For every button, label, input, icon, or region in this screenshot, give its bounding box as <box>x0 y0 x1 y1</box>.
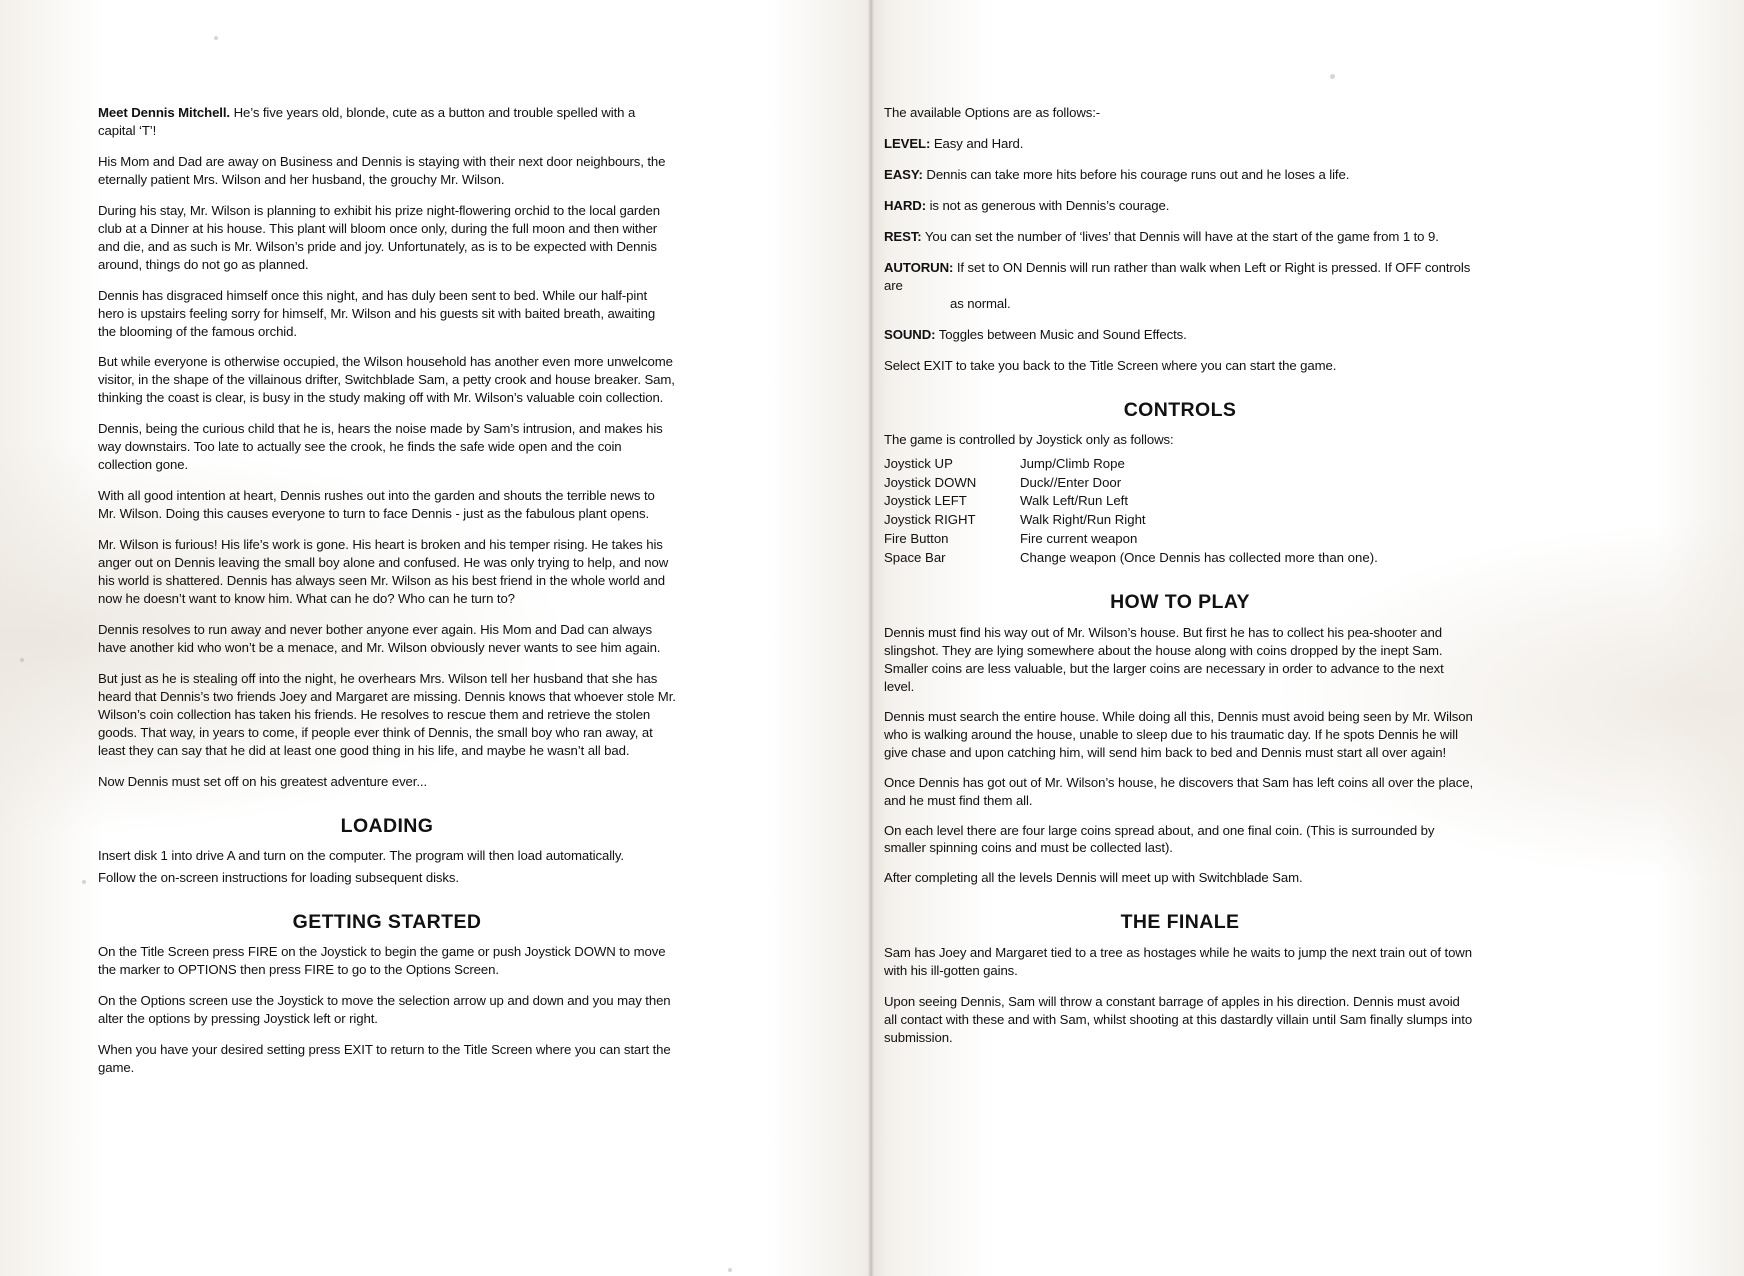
story-paragraph: But while everyone is otherwise occupied, the Wilson household has another even more unwelcome visitor, in the shape of the villainous drifter, Switchblade Sam, a petty crook and house breaker. Sam, thinking the coast is clear, is busy in the study making off with Mr. Wilson’s valuable coin collection. <box>98 354 675 406</box>
how-to-play-paragraph: On each level there are four large coins spread about, and one final coin. (This is surrounded by smaller spinning coins and must be collected last). <box>884 822 1435 856</box>
control-input: Fire Button <box>884 530 949 546</box>
table-row <box>884 530 1378 549</box>
getting-started-paragraph: On the Options screen use the Joystick to move the selection arrow up and down and you may then alter the options by pressing Joystick left or right. <box>98 993 671 1027</box>
left-column <box>98 0 676 1090</box>
option-term: EASY: <box>884 166 923 182</box>
control-action: Duck//Enter Door <box>1020 474 1122 490</box>
control-action: Jump/Climb Rope <box>1020 456 1125 471</box>
story-paragraph: Mr. Wilson is furious! His life’s work is gone. His heart is broken and his temper rising. He takes his anger out on Dennis leaving the small boy alone and confused. He was only trying to help, and now his world is shattered. Dennis has always seen Mr. Wilson as his best friend in the whole world and now he doesn’t want to know him. What can he do? Who can he turn to? <box>98 537 669 606</box>
page-fold <box>868 0 874 1276</box>
section-heading-the-finale: THE FINALE <box>1120 911 1240 934</box>
controls-table <box>884 455 1378 567</box>
story-paragraph: His Mom and Dad are away on Business and Dennis is staying with their next door neighbours, the eternally patient Mrs. Wilson and her husband, the grouchy Mr. Wilson. <box>98 153 666 187</box>
option-desc: Dennis can take more hits before his courage runs out and he loses a life. <box>922 166 1350 182</box>
option-term: HARD: <box>884 197 926 213</box>
story-paragraph: But just as he is stealing off into the night, he overhears Mrs. Wilson tell her husband that she has heard that Dennis’s two friends Joey and Margaret are missing. Dennis knows that whoever stole Mr. Wilson’s coin collection has taken his friends. He resolves to rescue them and retrieve the stolen goods. That way, in years to come, if people ever think of Dennis, the small boy who ran away, at least they can say that he did at least one good thing in his life, and maybe he wasn’t all bad. <box>98 670 676 758</box>
right-column <box>884 0 1476 1060</box>
control-input: Joystick UP <box>884 456 953 471</box>
option-desc: Toggles between Music and Sound Effects. <box>935 326 1187 342</box>
table-row <box>884 511 1378 530</box>
option-desc: If set to ON Dennis will run rather than walk when Left or Right is pressed. If OFF controls are <box>884 259 1471 293</box>
option-entry <box>884 135 1476 153</box>
paper-speck <box>728 1268 732 1272</box>
option-desc: You can set the number of ‘lives’ that Dennis will have at the start of the game from 1 to 9. <box>921 228 1439 244</box>
controls-intro: The game is controlled by Joystick only as follows: <box>884 432 1174 448</box>
how-to-play-body <box>884 624 1476 887</box>
intro-lead-rest: He’s five years old, blonde, cute as a button and trouble spelled with a capital ‘T’! <box>98 105 636 138</box>
getting-started-paragraph: On the Title Screen press FIRE on the Joystick to begin the game or push Joystick DOWN to move the marker to OPTIONS then press FIRE to go to the Options Screen. <box>98 944 666 978</box>
option-term: REST: <box>884 228 922 244</box>
story-paragraph: During his stay, Mr. Wilson is planning to exhibit his prize night-flowering orchid to the local garden club at a Dinner at his house. This plant will bloom once only, during the full moon and then wither and die, and as such is Mr. Wilson’s pride and joy. Unfortunately, as is to be expected with Dennis around, things do not go as planned. <box>98 202 660 272</box>
option-desc: Easy and Hard. <box>930 135 1024 151</box>
option-term: AUTORUN: <box>884 259 954 275</box>
control-input: Joystick LEFT <box>884 493 967 509</box>
control-input: Space Bar <box>884 549 946 565</box>
table-row <box>884 492 1378 511</box>
how-to-play-paragraph: Once Dennis has got out of Mr. Wilson’s house, he discovers that Sam has left coins all over the place, and he must find them all. <box>884 774 1474 808</box>
control-input: Joystick RIGHT <box>884 512 976 528</box>
intro-lead-in: Meet Dennis Mitchell. <box>98 105 230 120</box>
table-row <box>884 455 1378 474</box>
story-paragraph: With all good intention at heart, Dennis rushes out into the garden and shouts the terrible news to Mr. Wilson. Doing this causes everyone to turn to face Dennis - just as the fabulous plant opens. <box>98 488 655 522</box>
story-paragraph: Now Dennis must set off on his greatest adventure ever... <box>98 773 428 789</box>
story-paragraph: Dennis resolves to run away and never bother anyone ever again. His Mom and Dad can always have another kid who won’t be a menace, and Mr. Wilson obviously never wants to see him again. <box>98 621 661 655</box>
options-intro: The available Options are as follows:- <box>884 105 1101 120</box>
story-paragraph: Dennis, being the curious child that he is, hears the noise made by Sam’s intrusion, and makes his way downstairs. Too late to actually see the crook, he finds the safe wide open and the coin collection gone. <box>98 421 663 473</box>
finale-paragraph: Upon seeing Dennis, Sam will throw a constant barrage of apples in his direction. Dennis must avoid all contact with these and with Sam, whilst shooting at this dastardly villain until Sam finally slumps into submission. <box>884 993 1473 1045</box>
story-paragraph: Dennis has disgraced himself once this night, and has duly been sent to bed. While our half-pint hero is upstairs feeling sorry for himself, Mr. Wilson and his guests sit with baited breath, awaiting the blooming of the famous orchid. <box>98 287 656 339</box>
section-heading-loading: LOADING <box>340 814 434 837</box>
option-entry <box>884 166 1476 184</box>
option-entry <box>884 259 1476 313</box>
control-input: Joystick DOWN <box>884 474 977 490</box>
control-action: Walk Right/Run Right <box>1020 512 1146 528</box>
paper-speck <box>82 880 86 884</box>
option-entry <box>884 197 1476 215</box>
section-heading-how-to-play: HOW TO PLAY <box>1110 591 1250 614</box>
paper-speck <box>20 658 24 662</box>
option-entry <box>884 228 1476 246</box>
option-term: LEVEL: <box>884 135 931 151</box>
option-desc: is not as generous with Dennis’s courage. <box>926 197 1170 213</box>
how-to-play-paragraph: Dennis must find his way out of Mr. Wilson’s house. But first he has to collect his pea-shooter and slingshot. They are lying somewhere about the house along with coins dropped by the inept Sam. Smaller coins are less valuable, but the larger coins are necessary in order to advance to the next level. <box>884 624 1444 694</box>
control-action: Change weapon (Once Dennis has collected more than one). <box>1020 549 1378 565</box>
control-action: Fire current weapon <box>1020 530 1138 546</box>
option-term: SOUND: <box>884 326 936 342</box>
section-heading-getting-started: GETTING STARTED <box>292 910 482 933</box>
option-entry <box>884 326 1476 344</box>
exit-note: Select EXIT to take you back to the Title Screen where you can start the game. <box>884 357 1337 373</box>
how-to-play-paragraph: After completing all the levels Dennis will meet up with Switchblade Sam. <box>884 870 1303 886</box>
getting-started-paragraph: When you have your desired setting press EXIT to return to the Title Screen where you can start the game. <box>98 1042 671 1076</box>
how-to-play-paragraph: Dennis must search the entire house. While doing all this, Dennis must avoid being seen by Mr. Wilson who is walking around the house, unable to sleep due to his traumatic day. If he spots Dennis he will give chase and upon catching him, will send him back to bed and Dennis must start all over again! <box>884 708 1473 760</box>
loading-line-2: Follow the on-screen instructions for loading subsequent disks. <box>98 870 459 886</box>
table-row <box>884 474 1378 493</box>
table-row <box>884 549 1378 568</box>
section-heading-controls: CONTROLS <box>1123 398 1237 421</box>
finale-paragraph: Sam has Joey and Margaret tied to a tree as hostages while he waits to jump the next train out of town with his ill-gotten gains. <box>884 944 1472 978</box>
control-action: Walk Left/Run Left <box>1020 493 1128 509</box>
option-desc-continued: as normal. <box>950 295 1011 311</box>
intro-paragraph <box>98 104 676 140</box>
loading-line-1: Insert disk 1 into drive A and turn on the computer. The program will then load automatically. <box>98 848 624 864</box>
